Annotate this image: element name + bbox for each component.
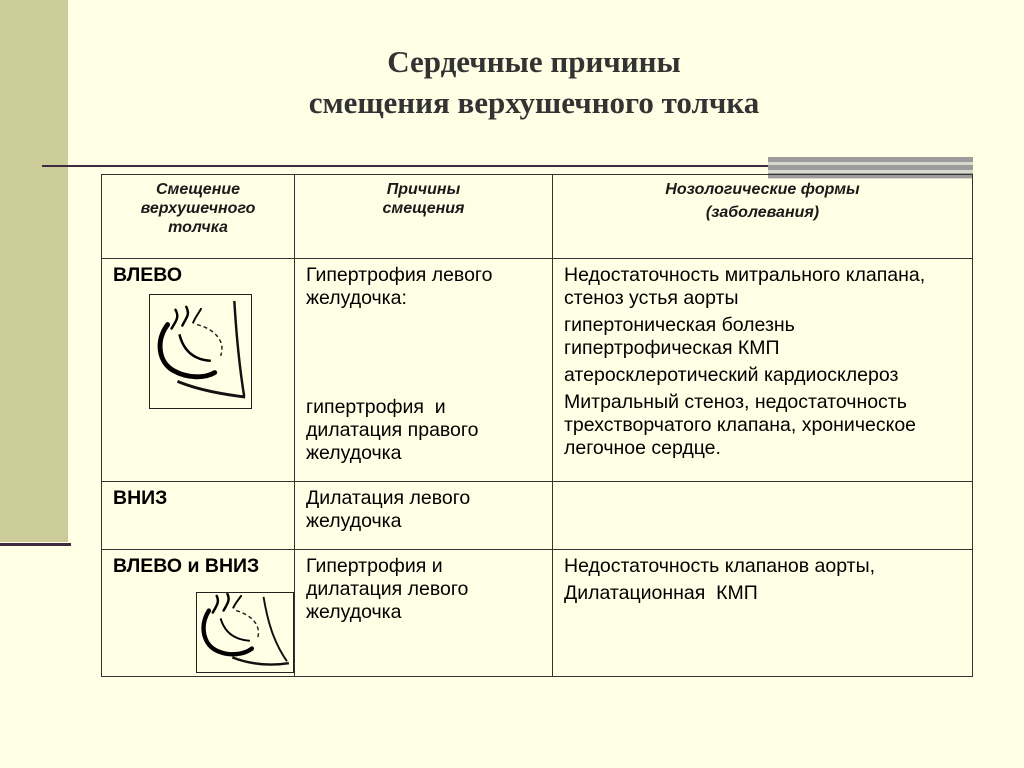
disease-text: Дилатационная КМП (564, 582, 758, 604)
diseases-cell (553, 259, 973, 482)
direction-label: ВЛЕВО и ВНИЗ (113, 555, 260, 577)
slide-title (68, 41, 1000, 123)
causes-cell (295, 550, 553, 677)
header-causes-text: Причины смещения (382, 181, 465, 217)
header-nosology-text: Нозологические формы (665, 181, 860, 198)
direction-label: ВЛЕВО (113, 264, 183, 286)
cause-text: Дилатация левого желудочка (306, 487, 471, 532)
causes-cell (295, 482, 553, 550)
causes-cell (295, 259, 553, 482)
table-header-row (102, 175, 973, 259)
header-cell-displacement (102, 175, 295, 259)
left-accent-bar (0, 0, 68, 542)
cause-text: Гипертрофия и дилатация левого желудочка (306, 555, 469, 623)
heart-left-shift-sketch (150, 295, 251, 408)
diseases-cell (553, 550, 973, 677)
title-divider-rule (42, 165, 770, 167)
header-displacement-text: Смещение верхушечного толчка (140, 181, 256, 236)
disease-text: атеросклеротический кардиосклероз (564, 364, 899, 386)
cause-text: Гипертрофия левого желудочка: (306, 264, 493, 309)
disease-text: гипертоническая болезнь гипертрофическая КМП (564, 314, 795, 359)
header-nosology-subtext: (заболевания) (705, 204, 820, 221)
left-accent-rule (0, 543, 71, 546)
slide-title-line-1: Сердечные причины (387, 44, 681, 79)
header-cell-causes (295, 175, 553, 259)
disease-text: Митральный стеноз, недостаточность трехстворчатого клапана, хроническое легочное сердце. (564, 391, 917, 459)
heart-sketch-icon (196, 592, 294, 673)
heart-left-down-shift-sketch (197, 593, 293, 672)
heart-sketch-icon (149, 294, 252, 409)
header-cell-nosology (553, 175, 973, 259)
table-row (102, 482, 973, 550)
table-wrapper (101, 174, 972, 676)
disease-text: Недостаточность клапанов аорты, (564, 555, 876, 577)
cause-text: гипертрофия и дилатация правого желудочка (306, 396, 479, 464)
disease-text: Недостаточность митрального клапана, стеноз устья аорты (564, 264, 926, 309)
slide-title-line-2: смещения верхушечного толчка (308, 85, 760, 120)
direction-label: ВНИЗ (113, 487, 168, 509)
direction-cell (102, 482, 295, 550)
diseases-cell (553, 482, 973, 550)
